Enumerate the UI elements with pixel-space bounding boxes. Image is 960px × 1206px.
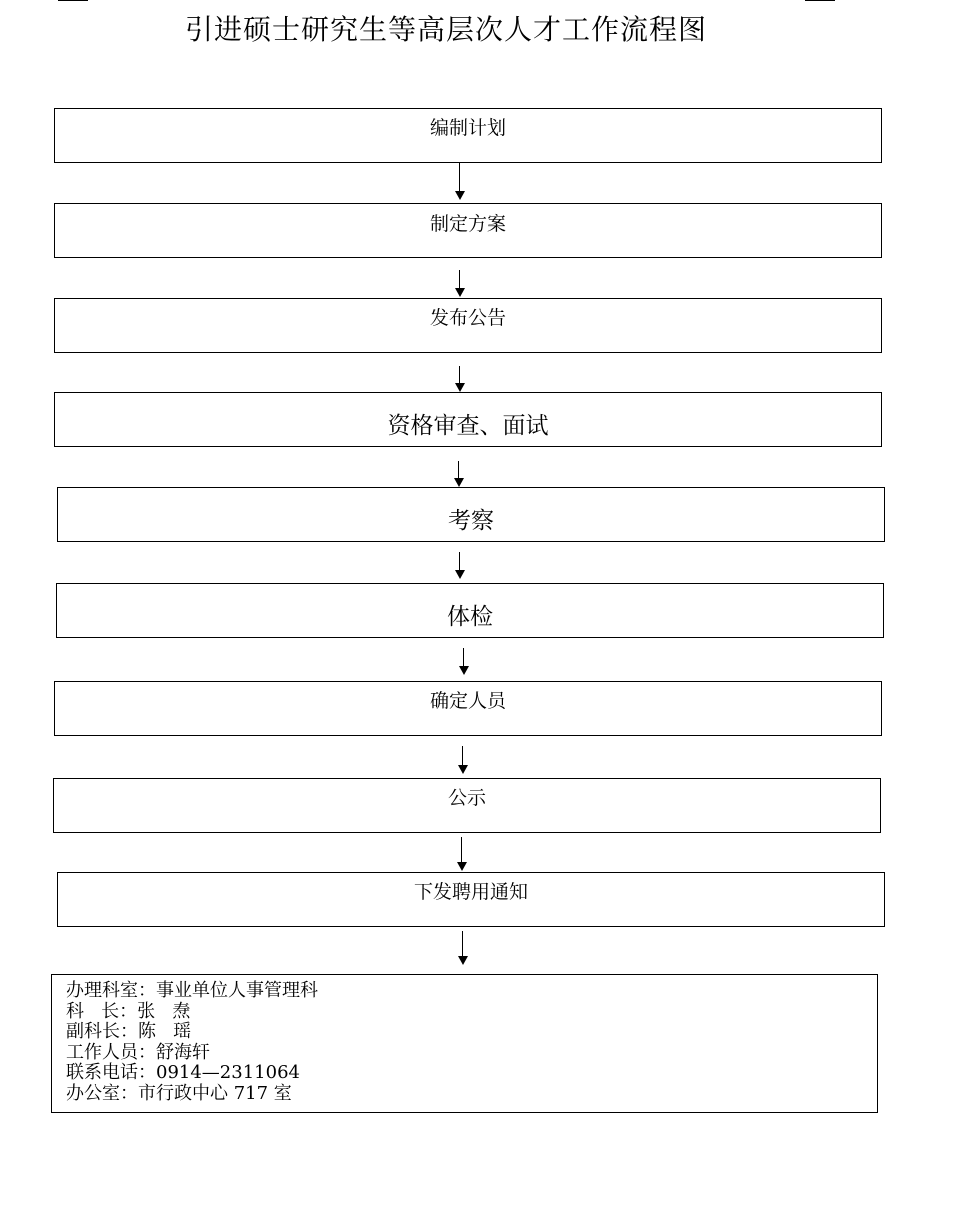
step-label: 考察 [448, 508, 494, 534]
contact-room: 办公室：市行政中心 717 室 [66, 1082, 292, 1104]
step-confirm-personnel [54, 681, 882, 736]
step-label: 公示 [447, 787, 486, 809]
arrow-down-icon [455, 270, 465, 297]
step-label: 发布公告 [429, 307, 506, 329]
step-label: 制定方案 [429, 213, 506, 235]
arrow-down-icon [455, 163, 465, 200]
step-issue-employment-notice [57, 872, 885, 927]
corner-mark-left [58, 0, 88, 1]
page-title: 引进硕士研究生等高层次人才工作流程图 [184, 13, 707, 46]
step-label: 确定人员 [429, 690, 506, 712]
contact-chief: 科 长：张 焘 [66, 1000, 191, 1022]
arrow-down-icon [455, 552, 465, 579]
step-label: 资格审查、面试 [387, 413, 549, 439]
step-qualification-interview [54, 392, 882, 447]
step-label: 体检 [447, 604, 493, 630]
step-publish-announcement [54, 298, 882, 353]
arrow-down-icon [458, 931, 468, 965]
arrow-down-icon [455, 366, 465, 392]
step-label: 下发聘用通知 [413, 881, 528, 903]
corner-mark-right [805, 0, 835, 1]
contact-phone: 联系电话：0914—2311064 [66, 1062, 300, 1083]
contact-info-box [51, 974, 878, 1113]
contact-office: 办理科室：事业单位人事管理科 [66, 980, 318, 1001]
step-medical-exam [56, 583, 884, 638]
arrow-down-icon [457, 837, 467, 871]
arrow-down-icon [454, 461, 464, 487]
step-public-notice [53, 778, 881, 833]
arrow-down-icon [458, 746, 468, 774]
arrow-down-icon [459, 648, 469, 675]
step-label: 编制计划 [429, 117, 506, 139]
step-inspection [57, 487, 885, 542]
contact-staff: 工作人员：舒海轩 [66, 1041, 210, 1063]
step-formulate-scheme [54, 203, 882, 258]
contact-deputy: 副科长：陈 瑶 [66, 1021, 192, 1042]
step-compile-plan [54, 108, 882, 163]
